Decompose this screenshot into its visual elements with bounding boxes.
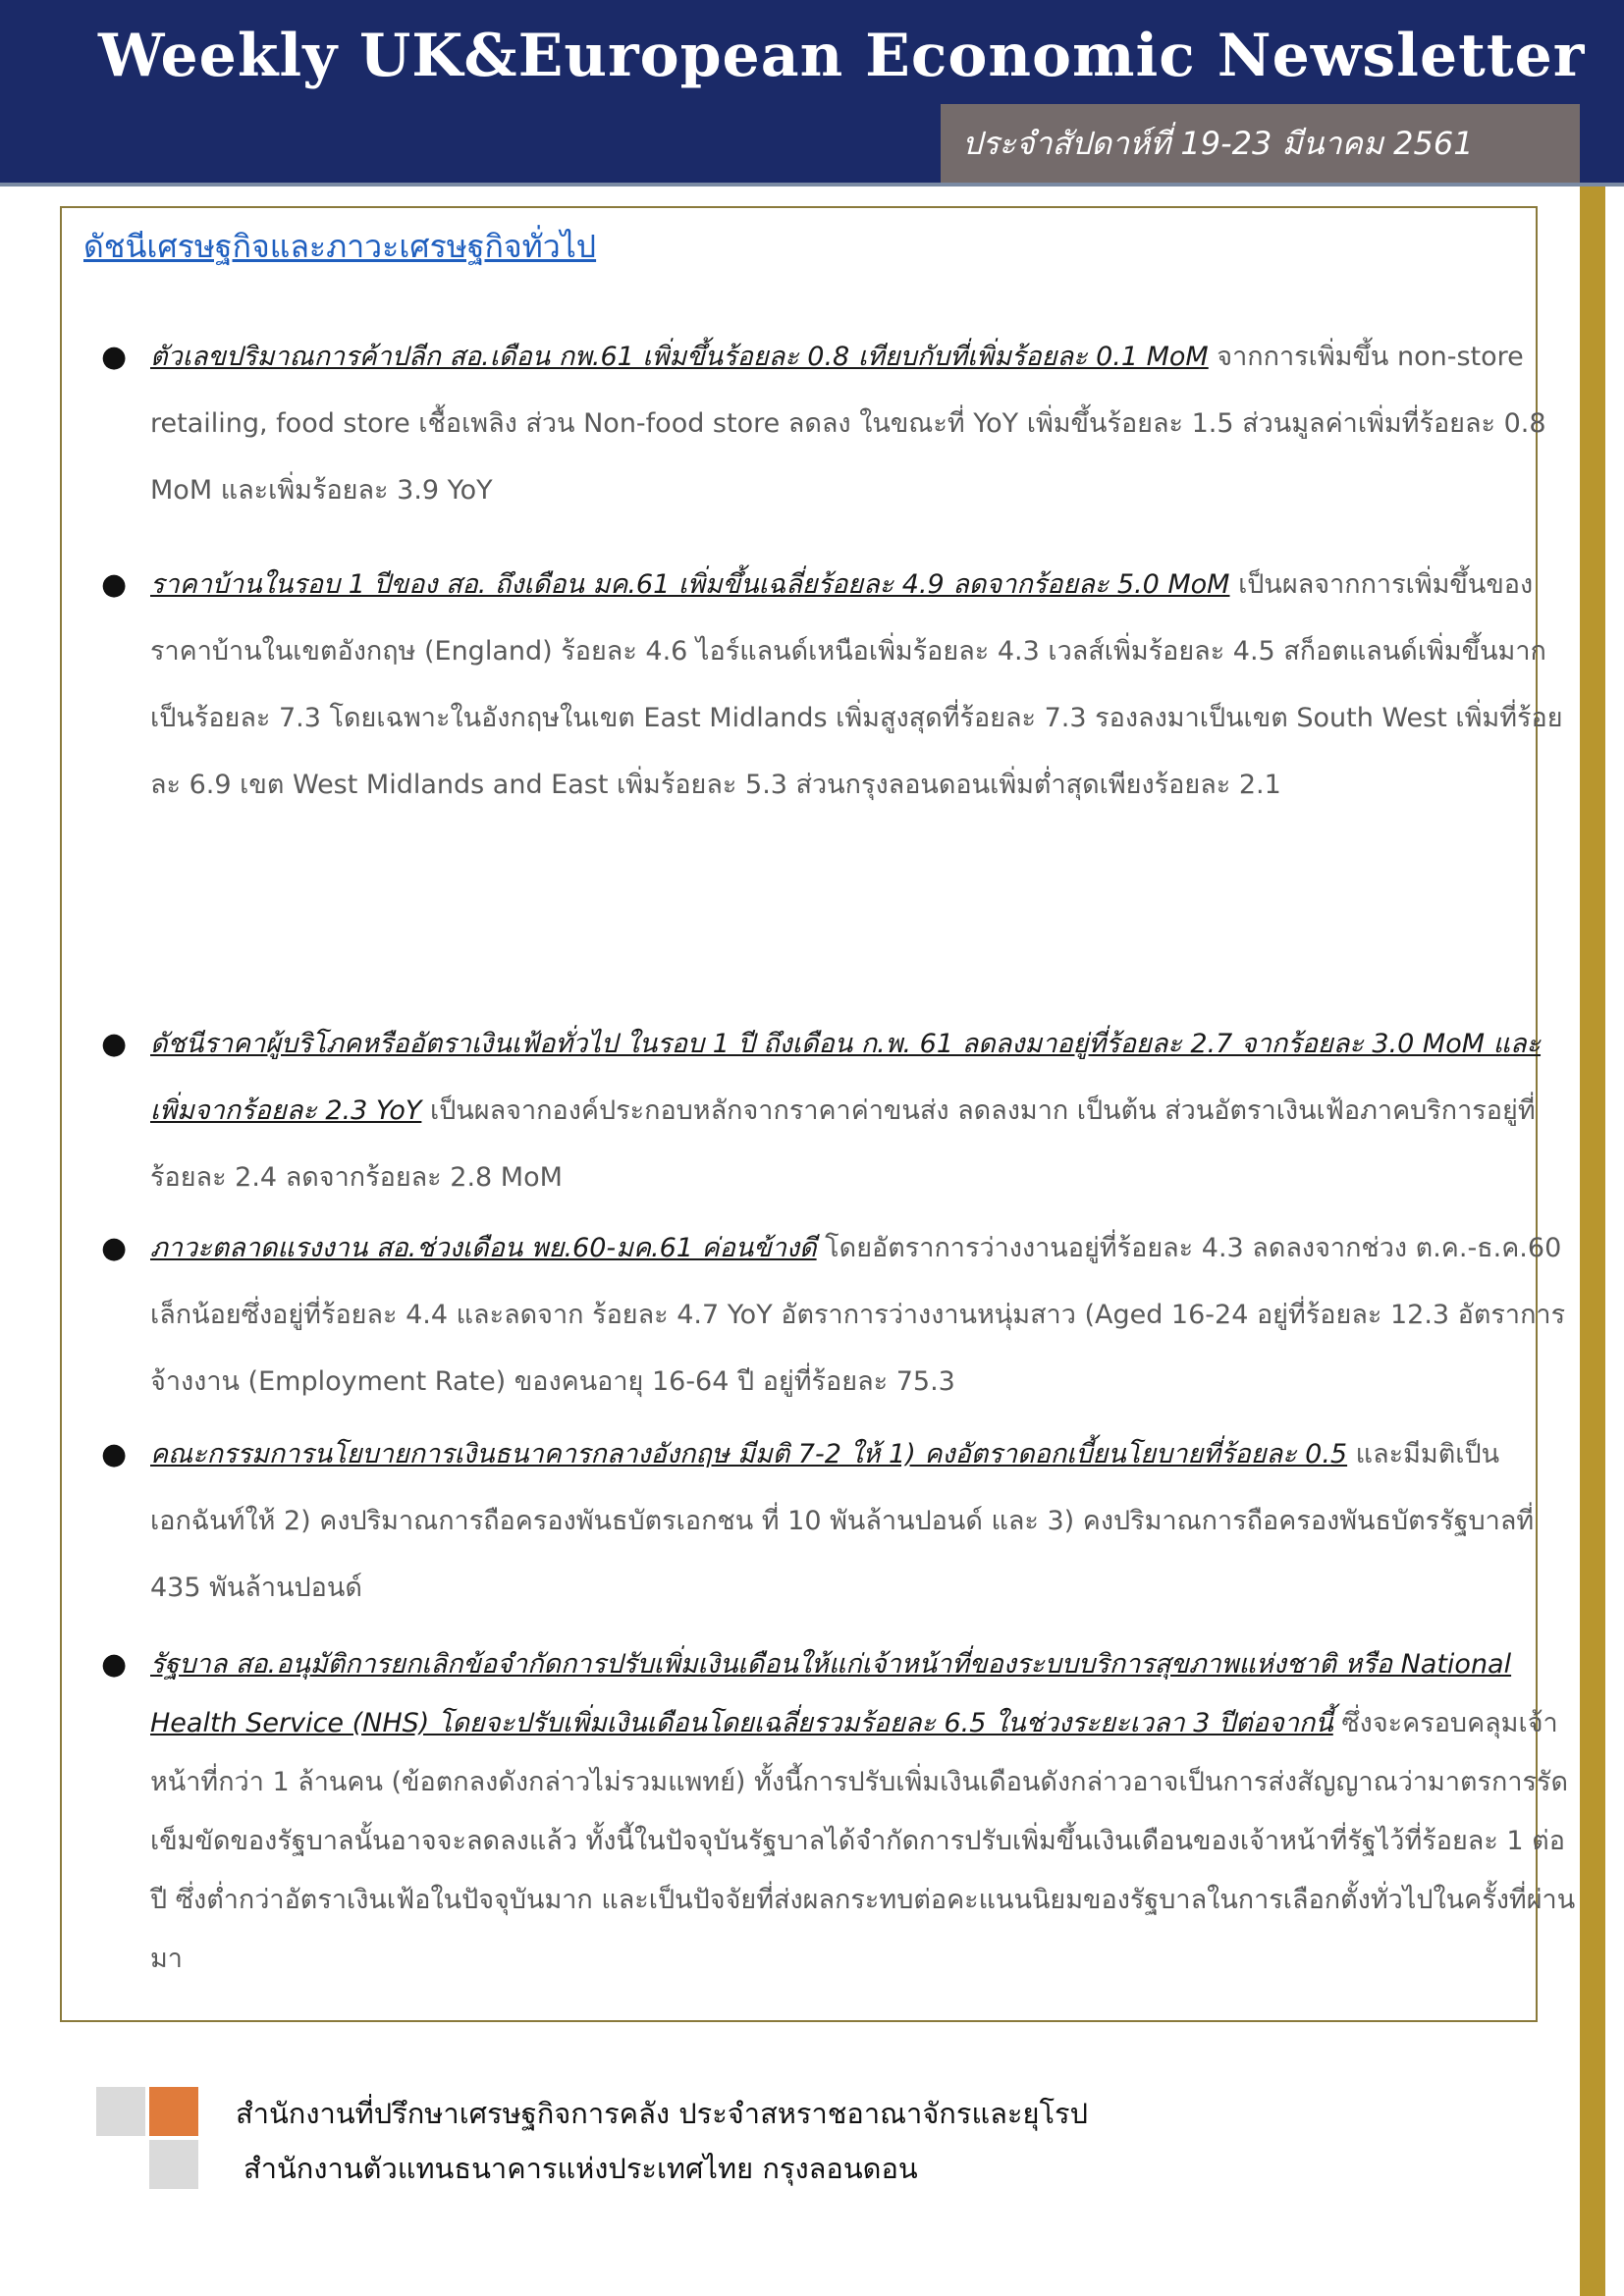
news-body: ซึ่งจะครอบคลุมเจ้าหน้าที่กว่า 1 ล้านคน (ข้อตกลงดังกล่าวไม่รวมแพทย์) ทั้งนี้การปรับเพิ่มเงินเดือนดังกล่าวอาจเป็นการส่งสัญญาณว่ามาตรการรัดเข็มขัดของรัฐบาลนั้นอาจจะลดลงแล้ว ทั้งนี้ในปัจจุบันรัฐบาลได้จำกัดการปรับเพิ่มขึ้นเงินเดือนของเจ้าหน้าที่รัฐไว้ที่ร้อยละ 1 ต่อปี ซึ่งต่ำกว่าอัตราเงินเฟ้อในปัจจุบันมาก และเป็นปัจจัยที่ส่งผลกระทบต่อคะแนนนิยมของรัฐบาลในการเลือกตั้งทั่วไปในครั้งที่ผ่านมา [150,1708,1576,1974]
news-body: เป็นผลจากการเพิ่มขึ้นของราคาบ้านในเขตอังกฤษ (England) ร้อยละ 4.6 ไอร์แลนด์เหนือเพิ่มร้อยละ 4.3 เวลส์เพิ่มร้อยละ 4.5 สก็อตแลนด์เพิ่มขึ้นมากเป็นร้อยละ 7.3 โดยเฉพาะในอังกฤษในเขต East Midlands เพิ่มสูงสุดที่ร้อยละ 7.3 รองลงมาเป็นเขต South West เพิ่มที่ร้อยละ 6.9 เขต West Midlands and East เพิ่มร้อยละ 5.3 ส่วนกรุงลอนดอนเพิ่มต่ำสุดเพียงร้อยละ 2.1 [150,569,1563,800]
bullet-icon: ● [101,1647,128,1682]
news-body: จากการเพิ่มขึ้น non-store retailing, food store เชื้อเพลิง ส่วน Non-food store ลดลง ในขณะที่ YoY เพิ่มขึ้นร้อยละ 1.5 ส่วนมูลค่าเพิ่มที่ร้อยละ 0.8 MoM และเพิ่มร้อยละ 3.9 YoY [150,342,1546,506]
news-headline: ดัชนีราคาผู้บริโภคหรืออัตราเงินเฟ้อทั่วไป ในรอบ 1 ปี ถึงเดือน ก.พ. 61 ลดลงมาอยู่ที่ร้อยละ 2.7 จากร้อยละ 3.0 MoM และเพิ่มจากร้อยละ 2.3 YoY [150,1029,1542,1126]
news-headline: ภาวะตลาดแรงงาน สอ.ช่วงเดือน พย.60-มค.61 ค่อนข้างดี [150,1233,817,1263]
news-body: เป็นผลจากองค์ประกอบหลักจากราคาค่าขนส่ง ลดลงมาก เป็นต้น ส่วนอัตราเงินเฟ้อภาคบริการอยู่ที่ร้อยละ 2.4 ลดจากร้อยละ 2.8 MoM [150,1095,1536,1193]
newsletter-title: Weekly UK&European Economic Newsletter [98,22,1586,90]
content-box [60,206,1576,2022]
bullet-icon: ● [101,1231,128,1265]
orange-square [149,2087,198,2136]
footer-bank-line: สำนักงานตัวแทนธนาคารแห่งประเทศไทย กรุงลอนดอน [244,2152,918,2185]
bullet-icon: ● [101,340,128,374]
news-item-inflation [101,1011,1579,1211]
news-body: โดยอัตราการว่างงานอยู่ที่ร้อยละ 4.3 ลดลงจากช่วง ต.ค.-ธ.ค.60 เล็กน้อยซึ่งอยู่ที่ร้อยละ 4.4 และลดจาก ร้อยละ 4.7 YoY อัตราการว่างงานหนุ่มสาว (Aged 16-24 อยู่ที่ร้อยละ 12.3 อัตราการจ้างงาน (Employment Rate) ของคนอายุ 16-64 ปี อยู่ที่ร้อยละ 75.3 [150,1233,1566,1397]
footer-office-line: สำนักงานที่ปรึกษาเศรษฐกิจการคลัง ประจำสหราชอาณาจักรและยุโรป [236,2097,1089,2130]
news-item-house-prices [101,552,1579,819]
news-headline: ตัวเลขปริมาณการค้าปลีก สอ.เดือน กพ.61 เพิ่มขึ้นร้อยละ 0.8 เทียบกับที่เพิ่มร้อยละ 0.1 MoM [150,342,1209,372]
section-heading: ดัชนีเศรษฐกิจและภาวะเศรษฐกิจทั่วไป [83,228,597,265]
news-item-nhs-pay [101,1635,1579,1989]
bullet-icon: ● [101,567,128,602]
news-item-retail-sales [101,324,1579,524]
grey-square [96,2087,145,2136]
issue-date: ประจำสัปดาห์ที่ 19-23 มีนาคม 2561 [941,104,1580,183]
news-headline: ราคาบ้านในรอบ 1 ปีของ สอ. ถึงเดือน มค.61 เพิ่มขึ้นเฉลี่ยร้อยละ 4.9 ลดจากร้อยละ 5.0 MoM [150,569,1230,600]
news-item-labour-market [101,1215,1579,1415]
newsletter-header [0,0,1624,187]
news-body: และมีมติเป็นเอกฉันท์ให้ 2) คงปริมาณการถือครองพันธบัตรเอกชน ที่ 10 พันล้านปอนด์ และ 3) คงปริมาณการถือครองพันธบัตรรัฐบาลที่ 435 พันล้านปอนด์ [150,1439,1535,1603]
news-headline: คณะกรรมการนโยบายการเงินธนาคารกลางอังกฤษ มีมติ 7-2 ให้ 1) คงอัตราดอกเบี้ยนโยบายที่ร้อยละ 0.5 [150,1439,1348,1469]
news-headline: รัฐบาล สอ.อนุมัติการยกเลิกข้อจำกัดการปรับเพิ่มเงินเดือนให้แก่เจ้าหน้าที่ของระบบบริการสุขภาพแห่งชาติ หรือ National Health Service (NHS) โดยจะปรับเพิ่มเงินเดือนโดยเฉลี่ยรวมร้อยละ 6.5 ในช่วงระยะเวลา 3 ปีต่อจากนี้ [150,1649,1512,1738]
grey-square [149,2140,198,2189]
gold-side-bar [1580,0,1605,2296]
bullet-icon: ● [101,1437,128,1471]
news-item-monetary-policy [101,1421,1579,1622]
bullet-icon: ● [101,1027,128,1061]
